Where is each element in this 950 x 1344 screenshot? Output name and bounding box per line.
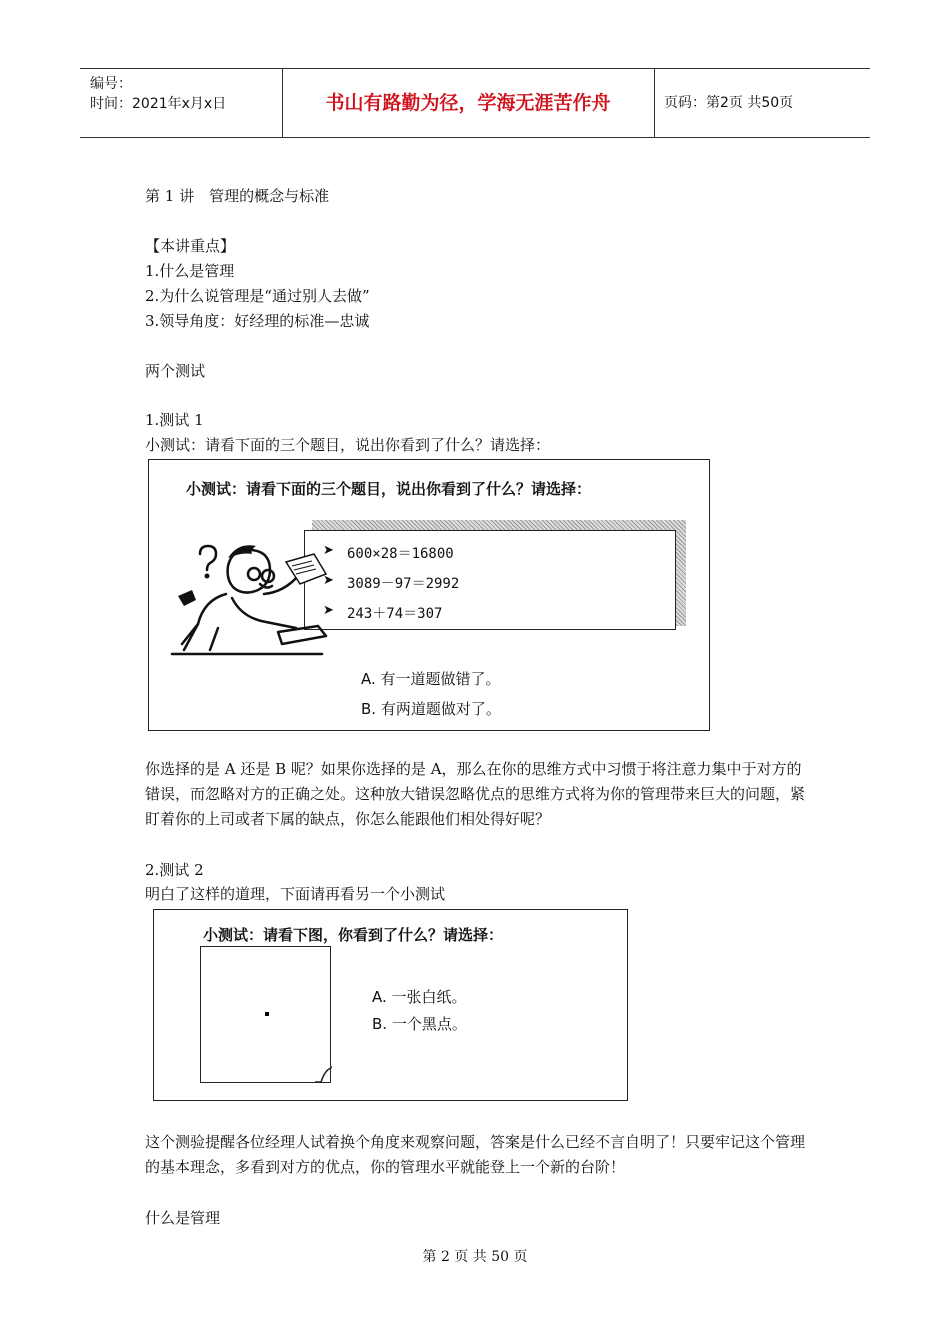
number-label: 编号： <box>90 76 132 92</box>
test1-intro: 小测试：请看下面的三个题目，说出你看到了什么？请选择： <box>145 436 551 454</box>
header-meta <box>80 69 283 137</box>
test2-heading: 2.测试 2 <box>145 861 204 879</box>
test2-option-b: B. 一个黑点。 <box>372 1015 467 1033</box>
black-dot <box>265 1012 269 1016</box>
arrow-icon: ➤ <box>323 603 334 618</box>
page-header <box>80 68 870 138</box>
test1-figure-title: 小测试：请看下面的三个题目，说出你看到了什么？请选择： <box>186 480 592 498</box>
equation-box <box>304 530 676 630</box>
test1-option-b: B. 有两道题做对了。 <box>361 700 501 718</box>
cartoon-man-illustration <box>168 536 330 658</box>
key-points-heading: 【本讲重点】 <box>145 237 236 255</box>
test1-explanation: 你选择的是 A 还是 B 呢？如果你选择的是 A，那么在你的思维方式中习惯于将注意力集中于对方的错误，而忽略对方的正确之处。这种放大错误忽略优点的思维方式将为你的管理带来巨大的问题，紧盯着你的上司或者下属的缺点，你怎么能跟他们相处得好呢？ <box>145 760 806 828</box>
test2-option-a: A. 一张白纸。 <box>372 988 467 1006</box>
header-page-info: 页码：第2页 共50页 <box>664 95 794 111</box>
test2-figure-title: 小测试：请看下图，你看到了什么？请选择： <box>203 926 504 944</box>
equation: 600×28＝16800 <box>347 546 454 562</box>
next-section-heading: 什么是管理 <box>145 1209 221 1227</box>
arrow-icon: ➤ <box>323 543 334 558</box>
key-point-item: 3.领导角度：好经理的标准—忠诚 <box>145 312 370 330</box>
test1-option-a: A. 有一道题做错了。 <box>361 670 501 688</box>
test1-heading: 1.测试 1 <box>145 411 204 429</box>
header-motto: 书山有路勤为径，学海无涯苦作舟 <box>282 69 655 137</box>
arrow-icon: ➤ <box>323 573 334 588</box>
paper-curl-icon <box>315 1066 333 1084</box>
two-tests-heading: 两个测试 <box>145 362 206 380</box>
page-footer: 第 2 页 共 50 页 <box>422 1249 528 1265</box>
key-point-item: 1.什么是管理 <box>145 262 235 280</box>
lecture-title: 第 1 讲 管理的概念与标准 <box>145 187 330 205</box>
equation: 243＋74＝307 <box>347 606 443 622</box>
test2-intro: 明白了这样的道理，下面请再看另一个小测试 <box>145 885 446 903</box>
key-point-item: 2.为什么说管理是“通过别人去做” <box>145 287 370 305</box>
date-label: 时间：2021年x月x日 <box>90 96 227 112</box>
test2-explanation: 这个测验提醒各位经理人试着换个角度来观察问题，答案是什么已经不言自明了！只要牢记这个管理的基本理念，多看到对方的优点，你的管理水平就能登上一个新的台阶！ <box>145 1133 806 1176</box>
equation: 3089－97＝2992 <box>347 576 460 592</box>
